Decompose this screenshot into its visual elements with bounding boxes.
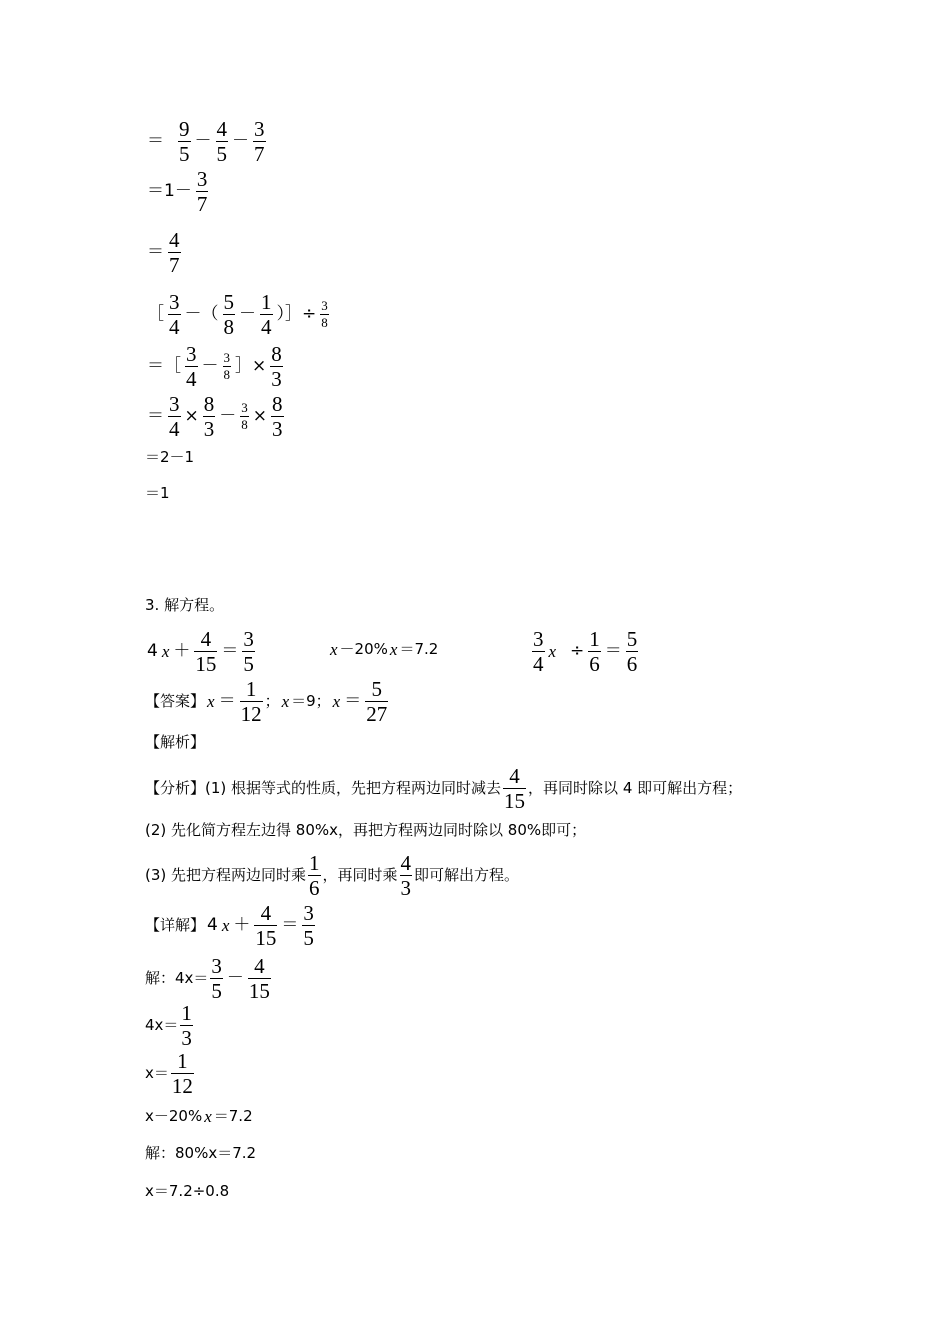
calc1-line3 xyxy=(145,229,183,276)
fraction: 4 15 xyxy=(504,764,526,814)
text: －（ xyxy=(184,304,219,325)
calc2-line5 xyxy=(145,486,170,501)
detail-step-2: 4x＝ 1 3 xyxy=(145,1001,192,1051)
bracket: ［ xyxy=(147,304,164,325)
calc2-line1 xyxy=(145,291,331,338)
fraction: 8 3 xyxy=(271,342,282,392)
fraction: 1 12 xyxy=(171,1049,193,1099)
fraction: 9 5 xyxy=(179,117,190,167)
analysis-line-1: 【分析】 (1) 根据等式的性质，先把方程两边同时减去 4 15 ，再同时除以 4 即可解出方程； xyxy=(145,764,743,814)
detail-step-1: 解：4x＝ 3 5 － 4 15 xyxy=(145,954,270,1004)
fraction: 3 8 xyxy=(241,400,248,433)
minus: － xyxy=(232,131,249,152)
fraction: 4 3 xyxy=(400,851,412,901)
calc1-line1 xyxy=(145,118,268,165)
fraction: 1 4 xyxy=(261,290,272,340)
fraction: 4 15 xyxy=(248,954,270,1004)
equals: ＝ xyxy=(147,131,164,152)
equation-2: x －20% x ＝7.2 xyxy=(330,640,439,659)
text: ＝2－1 xyxy=(145,448,195,466)
calc2-line2 xyxy=(145,343,285,390)
fraction: 1 6 xyxy=(309,851,320,901)
times: × xyxy=(184,406,199,427)
detail-step-3: x＝ 1 12 xyxy=(145,1049,193,1099)
fraction: 3 4 xyxy=(186,342,197,392)
text: ＝1－ xyxy=(147,181,192,202)
minus: － xyxy=(239,304,256,325)
fraction: 3 7 xyxy=(196,167,208,217)
fraction: 3 4 xyxy=(533,627,544,677)
fraction: 3 5 xyxy=(303,901,314,951)
fraction: 4 15 xyxy=(195,627,217,677)
equals: ＝ xyxy=(147,406,164,427)
fraction: 4 15 xyxy=(255,901,277,951)
calc1-line2 xyxy=(145,168,210,215)
text: ）］÷ xyxy=(276,304,317,325)
fraction: 8 3 xyxy=(272,392,283,442)
fraction: 3 4 xyxy=(169,392,180,442)
detail-line: 【详解】 4 x ＋ 4 15 ＝ 3 5 xyxy=(145,901,314,951)
minus: － xyxy=(201,356,219,377)
text: ］× xyxy=(235,356,267,377)
equation-row: 4 x ＋ 4 15 ＝ 3 5 xyxy=(147,627,254,677)
fraction: 1 12 xyxy=(240,677,262,727)
calc2-line4 xyxy=(145,450,194,465)
analysis-line-3: (3) 先把方程两边同时乘 1 6 ，再同时乘 4 3 即可解出方程。 xyxy=(145,851,520,901)
fraction: 5 8 xyxy=(223,290,234,340)
fraction: 5 27 xyxy=(366,677,388,727)
fraction: 8 3 xyxy=(203,392,215,442)
minus: － xyxy=(194,131,212,152)
fraction: 4 7 xyxy=(169,228,180,278)
analysis-line-2: (2) 先化简方程左边得 80%x，再把方程两边同时除以 80%即可； xyxy=(145,821,587,839)
fraction: 3 8 xyxy=(223,350,230,383)
fraction: 3 7 xyxy=(254,117,265,167)
fraction: 3 5 xyxy=(243,627,254,677)
detail-step-6: x＝7.2÷0.8 xyxy=(145,1182,230,1200)
text: ＝1 xyxy=(145,484,170,502)
calc2-line3 xyxy=(145,393,286,440)
minus: － xyxy=(219,406,237,427)
answer-line: 【答案】 x ＝ 1 12 ； x ＝9； x ＝ 5 27 xyxy=(145,677,388,727)
times: × xyxy=(252,406,267,427)
text: ＝［ xyxy=(147,356,181,377)
detail-step-5: 解：80%x＝7.2 xyxy=(145,1144,257,1162)
fraction: 3 5 xyxy=(211,954,222,1004)
equals: ＝ xyxy=(147,242,164,263)
jiexi-heading: 【解析】 xyxy=(145,733,206,751)
equation-3: 3 4 x ÷ 1 6 ＝ 5 6 xyxy=(533,627,638,677)
detail-step-4: x－20% x ＝7.2 xyxy=(145,1107,253,1126)
question-title: 3. 解方程。 xyxy=(145,596,225,614)
fraction: 1 3 xyxy=(181,1001,192,1051)
fraction: 3 8 xyxy=(321,298,328,331)
fraction: 3 4 xyxy=(169,290,180,340)
fraction: 1 6 xyxy=(589,627,600,677)
fraction: 4 5 xyxy=(216,117,227,167)
fraction: 5 6 xyxy=(626,627,638,677)
